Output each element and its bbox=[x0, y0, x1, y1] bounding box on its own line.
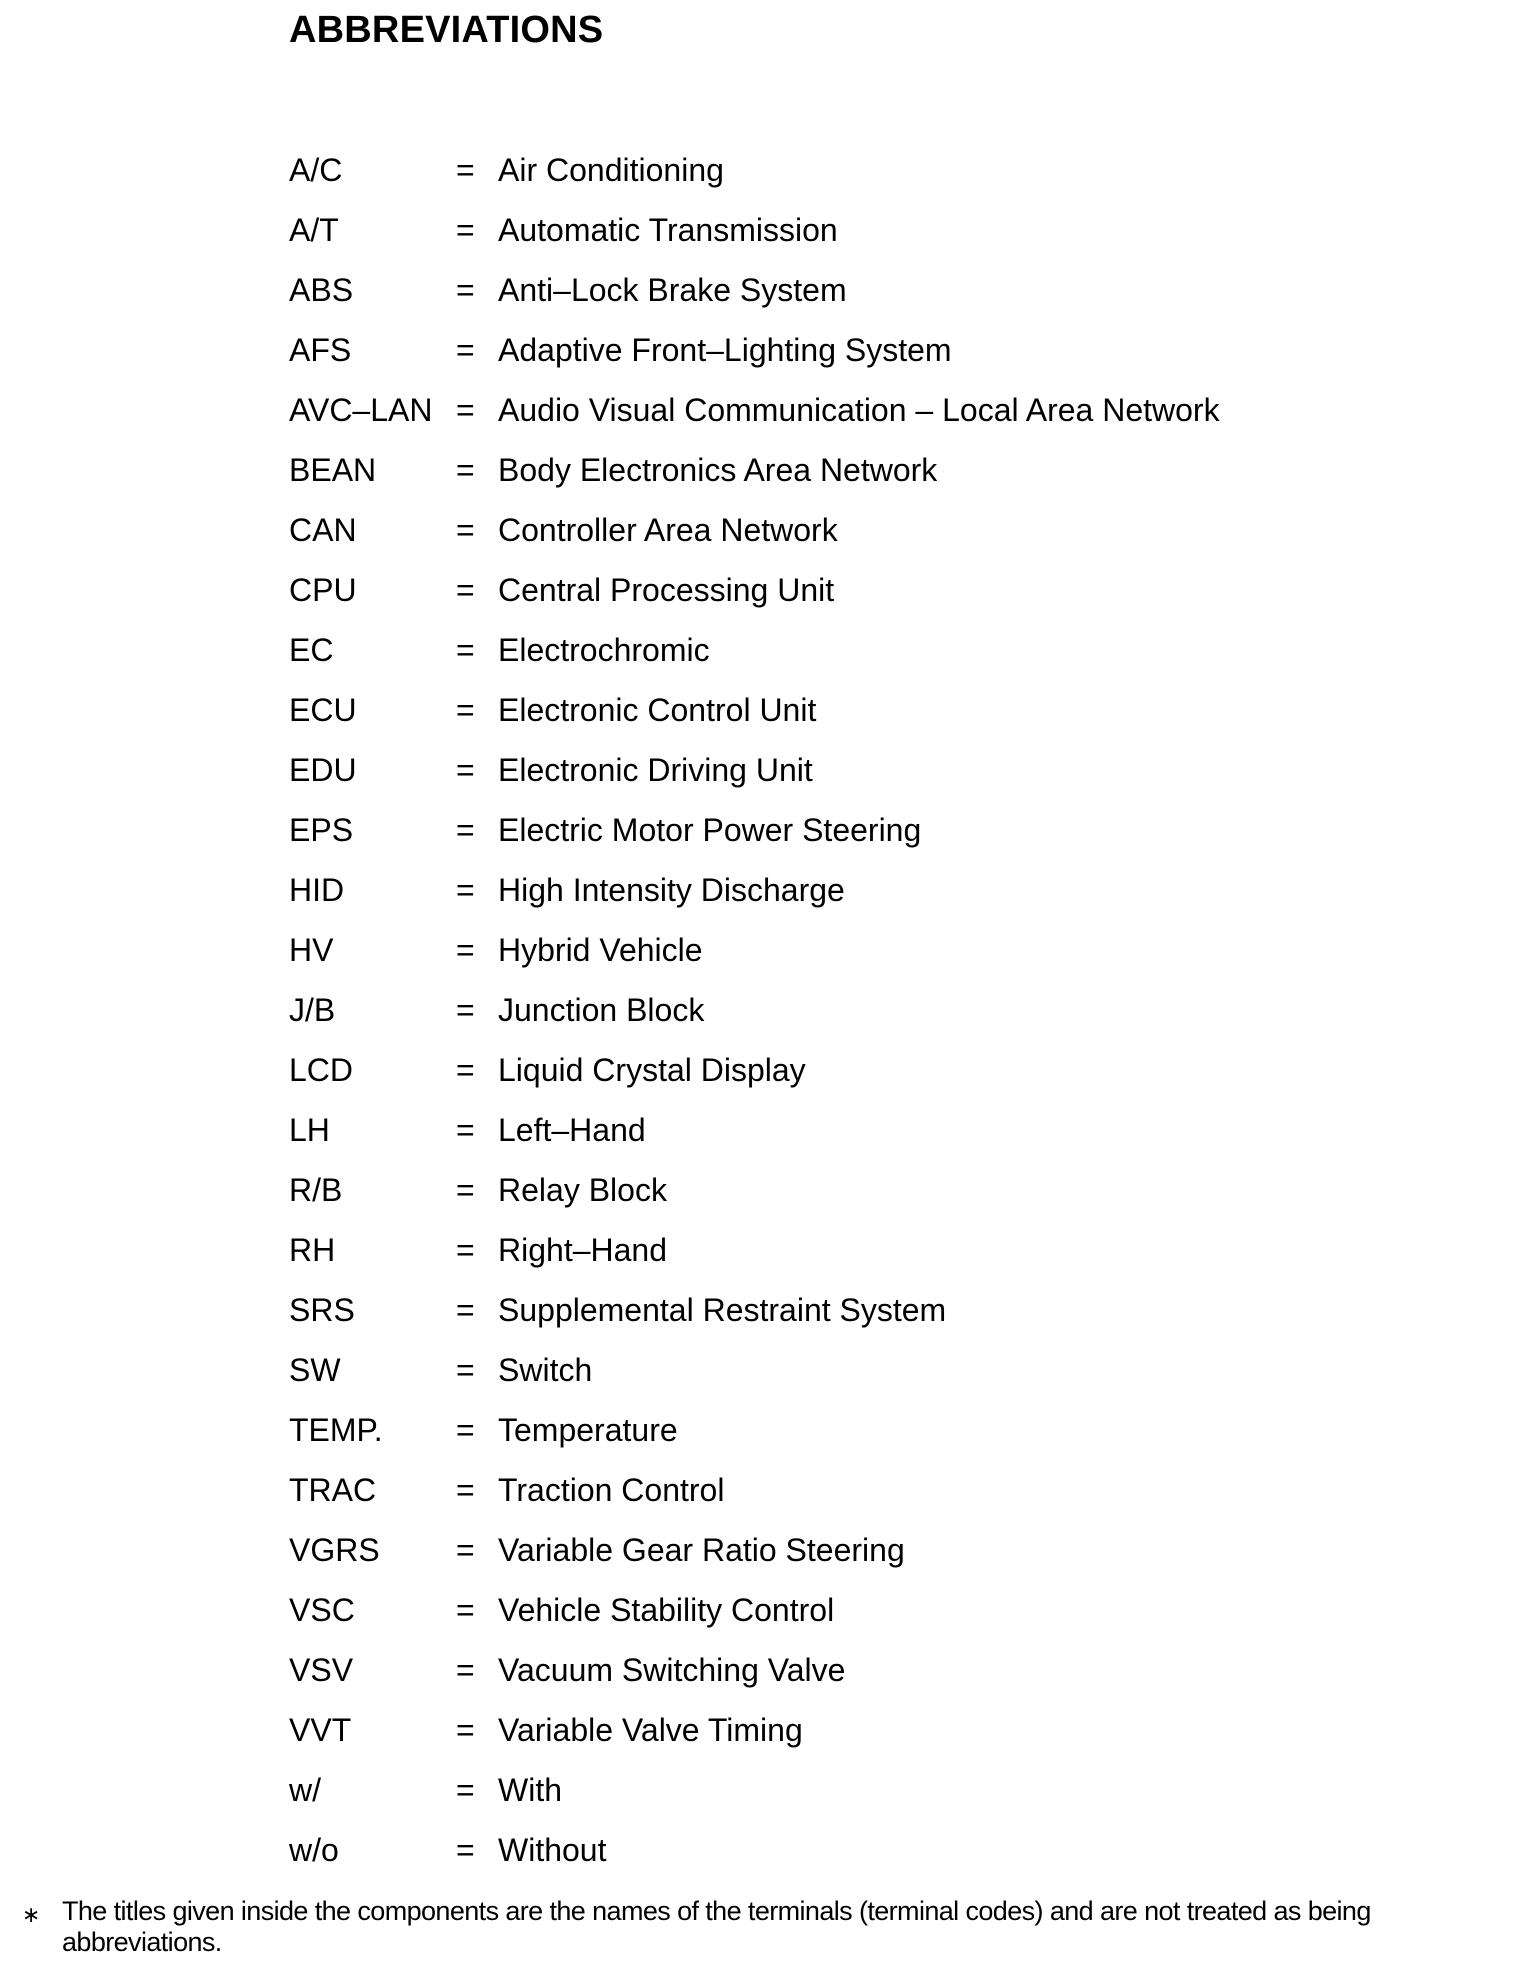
abbreviation-definition: Automatic Transmission bbox=[498, 212, 838, 248]
abbreviation-definition: Body Electronics Area Network bbox=[498, 452, 938, 488]
abbreviation-definition: Hybrid Vehicle bbox=[498, 932, 703, 968]
equals-sign: = bbox=[456, 1112, 475, 1148]
abbreviation-term: AFS bbox=[289, 332, 352, 368]
abbreviation-term: AVC–LAN bbox=[289, 392, 433, 428]
abbreviation-definition: Vehicle Stability Control bbox=[498, 1592, 835, 1628]
equals-sign: = bbox=[456, 152, 475, 188]
abbreviation-list bbox=[289, 140, 1220, 1880]
equals-sign: = bbox=[456, 1052, 475, 1088]
equals-sign: = bbox=[456, 752, 475, 788]
equals-sign: = bbox=[456, 992, 475, 1028]
abbreviation-definition: Right–Hand bbox=[498, 1232, 667, 1268]
equals-sign: = bbox=[456, 1472, 475, 1508]
abbreviation-term: A/T bbox=[289, 212, 339, 248]
equals-sign: = bbox=[456, 1292, 475, 1328]
equals-sign: = bbox=[456, 692, 475, 728]
abbreviation-definition: Electronic Driving Unit bbox=[498, 752, 813, 788]
abbreviation-term: HV bbox=[289, 932, 334, 968]
abbreviation-row bbox=[289, 1340, 1220, 1400]
abbreviation-definition: Controller Area Network bbox=[498, 512, 838, 548]
equals-sign: = bbox=[456, 1352, 475, 1388]
equals-sign: = bbox=[456, 452, 475, 488]
abbreviation-term: CPU bbox=[289, 572, 357, 608]
abbreviation-term: w/o bbox=[289, 1832, 339, 1868]
abbreviation-term: SW bbox=[289, 1352, 341, 1388]
abbreviation-row bbox=[289, 260, 1220, 320]
abbreviation-row bbox=[289, 1100, 1220, 1160]
abbreviation-definition: Junction Block bbox=[498, 992, 705, 1028]
abbreviation-row bbox=[289, 140, 1220, 200]
abbreviation-row bbox=[289, 680, 1220, 740]
abbreviation-row bbox=[289, 1160, 1220, 1220]
abbreviation-definition: Adaptive Front–Lighting System bbox=[498, 332, 952, 368]
abbreviation-definition: High Intensity Discharge bbox=[498, 872, 845, 908]
equals-sign: = bbox=[456, 812, 475, 848]
abbreviation-row bbox=[289, 920, 1220, 980]
abbreviation-term: w/ bbox=[289, 1772, 321, 1808]
equals-sign: = bbox=[456, 1832, 475, 1868]
abbreviation-term: TEMP. bbox=[289, 1412, 383, 1448]
abbreviation-term: SRS bbox=[289, 1292, 355, 1328]
abbreviation-row bbox=[289, 560, 1220, 620]
abbreviation-row bbox=[289, 1220, 1220, 1280]
abbreviation-definition: Supplemental Restraint System bbox=[498, 1292, 947, 1328]
abbreviation-row bbox=[289, 440, 1220, 500]
footnote-asterisk-icon: ∗ bbox=[22, 1902, 40, 1927]
abbreviation-definition: Vacuum Switching Valve bbox=[498, 1652, 846, 1688]
abbreviation-row bbox=[289, 800, 1220, 860]
abbreviation-row bbox=[289, 1760, 1220, 1820]
equals-sign: = bbox=[456, 932, 475, 968]
equals-sign: = bbox=[456, 272, 475, 308]
equals-sign: = bbox=[456, 872, 475, 908]
abbreviation-term: J/B bbox=[289, 992, 336, 1028]
abbreviation-term: BEAN bbox=[289, 452, 377, 488]
abbreviation-definition: Variable Valve Timing bbox=[498, 1712, 803, 1748]
equals-sign: = bbox=[456, 1592, 475, 1628]
abbreviation-term: R/B bbox=[289, 1172, 343, 1208]
footnote bbox=[22, 1896, 1492, 1958]
abbreviation-definition: Electrochromic bbox=[498, 632, 710, 668]
abbreviation-row bbox=[289, 380, 1220, 440]
abbreviation-row bbox=[289, 200, 1220, 260]
abbreviation-row bbox=[289, 620, 1220, 680]
abbreviation-term: EDU bbox=[289, 752, 357, 788]
abbreviation-row bbox=[289, 320, 1220, 380]
abbreviation-definition: Relay Block bbox=[498, 1172, 667, 1208]
abbreviation-row bbox=[289, 1040, 1220, 1100]
abbreviation-definition: Central Processing Unit bbox=[498, 572, 835, 608]
abbreviation-definition: Traction Control bbox=[498, 1472, 725, 1508]
abbreviation-row bbox=[289, 1520, 1220, 1580]
abbreviation-definition: Temperature bbox=[498, 1412, 678, 1448]
equals-sign: = bbox=[456, 512, 475, 548]
abbreviation-definition: Liquid Crystal Display bbox=[498, 1052, 806, 1088]
abbreviation-row bbox=[289, 500, 1220, 560]
abbreviation-term: ABS bbox=[289, 272, 354, 308]
equals-sign: = bbox=[456, 1652, 475, 1688]
abbreviation-term: LCD bbox=[289, 1052, 354, 1088]
abbreviation-term: A/C bbox=[289, 152, 343, 188]
abbreviation-term: VVT bbox=[289, 1712, 352, 1748]
abbreviation-term: CAN bbox=[289, 512, 357, 548]
abbreviation-row bbox=[289, 1700, 1220, 1760]
abbreviation-term: ECU bbox=[289, 692, 357, 728]
equals-sign: = bbox=[456, 1532, 475, 1568]
abbreviation-definition: Left–Hand bbox=[498, 1112, 646, 1148]
equals-sign: = bbox=[456, 1172, 475, 1208]
abbreviation-definition: Electronic Control Unit bbox=[498, 692, 817, 728]
equals-sign: = bbox=[456, 332, 475, 368]
abbreviation-term: VGRS bbox=[289, 1532, 380, 1568]
abbreviation-definition: Audio Visual Communication – Local Area Network bbox=[498, 392, 1220, 428]
abbreviation-row bbox=[289, 1580, 1220, 1640]
equals-sign: = bbox=[456, 632, 475, 668]
abbreviation-term: HID bbox=[289, 872, 345, 908]
abbreviation-term: VSV bbox=[289, 1652, 354, 1688]
equals-sign: = bbox=[456, 572, 475, 608]
equals-sign: = bbox=[456, 1772, 475, 1808]
equals-sign: = bbox=[456, 1232, 475, 1268]
abbreviation-term: TRAC bbox=[289, 1472, 377, 1508]
equals-sign: = bbox=[456, 1412, 475, 1448]
abbreviation-definition: Without bbox=[498, 1832, 607, 1868]
abbreviation-term: RH bbox=[289, 1232, 336, 1268]
abbreviation-row bbox=[289, 980, 1220, 1040]
abbreviation-row bbox=[289, 1460, 1220, 1520]
abbreviation-term: EPS bbox=[289, 812, 354, 848]
abbreviation-definition: Air Conditioning bbox=[498, 152, 724, 188]
abbreviation-row bbox=[289, 1400, 1220, 1460]
abbreviation-term: LH bbox=[289, 1112, 330, 1148]
abbreviation-definition: Anti–Lock Brake System bbox=[498, 272, 847, 308]
abbreviation-term: EC bbox=[289, 632, 334, 668]
equals-sign: = bbox=[456, 392, 475, 428]
abbreviation-term: VSC bbox=[289, 1592, 355, 1628]
abbreviation-row bbox=[289, 860, 1220, 920]
abbreviation-row bbox=[289, 1280, 1220, 1340]
page-title: ABBREVIATIONS bbox=[289, 9, 604, 51]
abbreviation-row bbox=[289, 740, 1220, 800]
abbreviation-definition: Variable Gear Ratio Steering bbox=[498, 1532, 905, 1568]
abbreviation-row bbox=[289, 1640, 1220, 1700]
equals-sign: = bbox=[456, 1712, 475, 1748]
equals-sign: = bbox=[456, 212, 475, 248]
footnote-text: The titles given inside the components are the names of the terminals (terminal codes) and are not treated as being abbreviations. bbox=[62, 1896, 1371, 1957]
abbreviation-row bbox=[289, 1820, 1220, 1880]
abbreviation-definition: Electric Motor Power Steering bbox=[498, 812, 922, 848]
abbreviation-definition: Switch bbox=[498, 1352, 593, 1388]
abbreviation-definition: With bbox=[498, 1772, 562, 1808]
